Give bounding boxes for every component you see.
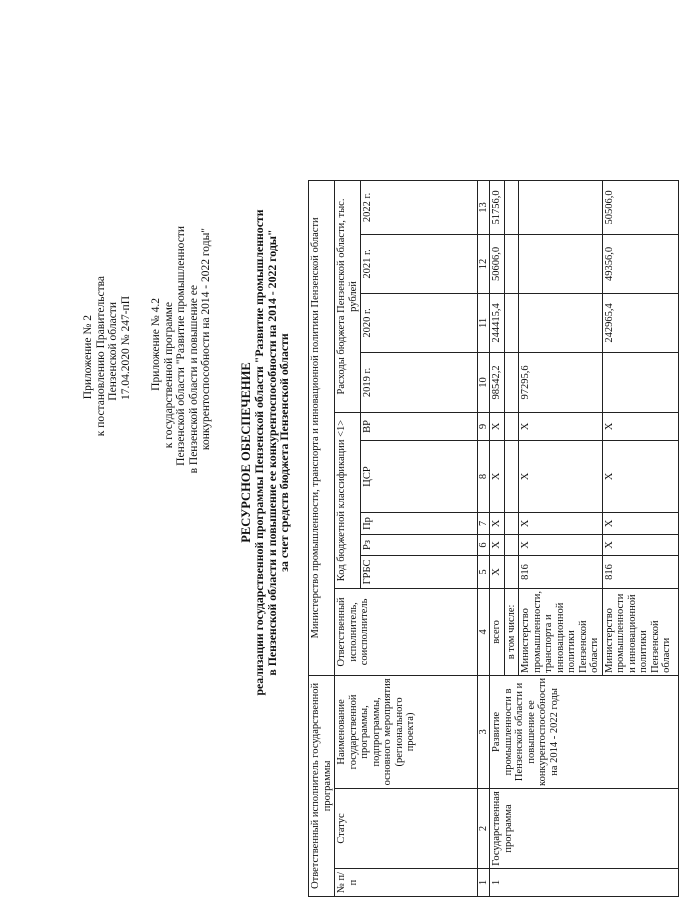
header-kbk-pr: Пр [361, 512, 478, 534]
amount-2019: 98542,2 [490, 352, 505, 412]
responsible-label: Ответственный исполнитель государственной программы [309, 675, 335, 896]
kbk-cell: X [602, 534, 678, 555]
appendix-line: к постановлению Правительства [94, 276, 107, 437]
kbk-cell: X [490, 412, 505, 440]
col-number: 9 [478, 412, 490, 440]
amount-2020 [519, 293, 603, 352]
empty-cell [504, 234, 519, 293]
empty-cell [504, 555, 519, 588]
header-num: № п/п [335, 869, 478, 897]
heading-line: за счет средств бюджета Пензенской области [277, 333, 291, 572]
appendix-reference [82, 0, 132, 905]
col-number: 5 [478, 555, 490, 588]
program-reference [150, 0, 213, 905]
program-line: Приложение № 4.2 [150, 298, 162, 391]
kbk-cell: X [602, 440, 678, 512]
amount-2021 [519, 234, 603, 293]
responsible-row [309, 180, 335, 896]
col-number: 2 [478, 789, 490, 869]
kbk-cell: X [519, 534, 603, 555]
row-executor-total: всего [490, 588, 505, 675]
header-kbk-rz: Рз [361, 534, 478, 555]
document-heading [240, 0, 291, 905]
amount-2022: 50506,0 [602, 180, 678, 234]
row-executor-sub2: Министерство промышленности и инновационной политики Пензенской области [602, 588, 678, 675]
col-number: 13 [478, 180, 490, 234]
appendix-line: Приложение № 2 [82, 315, 94, 400]
header-year-2019: 2019 г. [361, 352, 478, 412]
header-kbk-vr: ВР [361, 412, 478, 440]
col-number: 1 [478, 869, 490, 897]
heading-line: в Пензенской области и повышение ее конкурентоспособности на 2014 - 2022 годы" [264, 229, 279, 676]
column-number-row [478, 180, 490, 896]
table-row-total [490, 180, 505, 896]
header-status: Статус [335, 789, 478, 869]
row-status: Государственная программа [490, 789, 679, 869]
kbk-cell: X [602, 512, 678, 534]
program-line: к государственной программе [162, 302, 175, 449]
col-number: 8 [478, 440, 490, 512]
empty-cell [504, 512, 519, 534]
resources-table [308, 180, 679, 897]
header-year-2020: 2020 г. [361, 293, 478, 352]
program-line: в Пензенской области и повышение ее [187, 285, 200, 474]
row-name: Развитие промышленности в Пензенской области и повышение ее конкурентоспособности на 2014 - 2022 годы [490, 675, 679, 788]
col-number: 10 [478, 352, 490, 412]
row-including: в том числе: [504, 588, 519, 675]
program-line: Пензенской области "Развитие промышленности [175, 226, 187, 466]
amount-2021: 49356,0 [602, 234, 678, 293]
empty-cell [504, 352, 519, 412]
kbk-cell: X [490, 534, 505, 555]
amount-2019 [602, 352, 678, 412]
kbk-cell: 816 [519, 555, 603, 588]
col-number: 12 [478, 234, 490, 293]
empty-cell [504, 534, 519, 555]
empty-cell [504, 293, 519, 352]
amount-2020: 244415,4 [490, 293, 505, 352]
kbk-cell: X [490, 440, 505, 512]
row-executor-sub1: Министерство промышленности, транспорта и инновационной политики Пензенской области [519, 588, 603, 675]
header-year-2022: 2022 г. [361, 180, 478, 234]
document-title: РЕСУРСНОЕ ОБЕСПЕЧЕНИЕ [239, 362, 253, 543]
header-executor: Ответственный исполнитель, соисполнитель [335, 588, 478, 675]
amount-2020: 242965,4 [602, 293, 678, 352]
row-num: 1 [490, 869, 679, 897]
header-year-2021: 2021 г. [361, 234, 478, 293]
kbk-cell: X [490, 555, 505, 588]
appendix-line: 17.04.2020 № 247-пП [119, 296, 132, 401]
header-kbk: Код бюджетной классификации <1> [335, 412, 361, 588]
col-number: 7 [478, 512, 490, 534]
responsible-value: Министерство промышленности, транспорта и инновационной политики Пензенской области [309, 180, 335, 675]
col-number: 11 [478, 293, 490, 352]
heading-line: реализации государственной программы Пензенской области "Развитие промышленности [252, 209, 266, 696]
header-kbk-grbs: ГРБС [361, 555, 478, 588]
header-kbk-csr: ЦСР [361, 440, 478, 512]
kbk-cell: X [490, 512, 505, 534]
header-row-1 [335, 180, 361, 896]
empty-cell [504, 180, 519, 234]
kbk-cell: X [519, 512, 603, 534]
resources-table-wrap [308, 180, 679, 897]
header-name: Наименование государственной программы, подпрограммы, основного мероприятия (регионального проекта) [335, 675, 478, 788]
amount-2019: 97295,6 [519, 352, 603, 412]
amount-2021: 50606,0 [490, 234, 505, 293]
empty-cell [504, 412, 519, 440]
col-number: 3 [478, 675, 490, 788]
kbk-cell: X [602, 412, 678, 440]
amount-2022: 51756,0 [490, 180, 505, 234]
col-number: 6 [478, 534, 490, 555]
amount-2022 [519, 180, 603, 234]
kbk-cell: X [519, 412, 603, 440]
header-expenses: Расходы бюджета Пензенской области, тыс. рублей [335, 180, 361, 412]
kbk-cell: 816 [602, 555, 678, 588]
col-number: 4 [478, 588, 490, 675]
program-line: конкурентоспособности на 2014 - 2022 годы" [200, 228, 212, 451]
empty-cell [504, 440, 519, 512]
kbk-cell: X [519, 440, 603, 512]
appendix-line: Пензенской области [107, 302, 119, 401]
